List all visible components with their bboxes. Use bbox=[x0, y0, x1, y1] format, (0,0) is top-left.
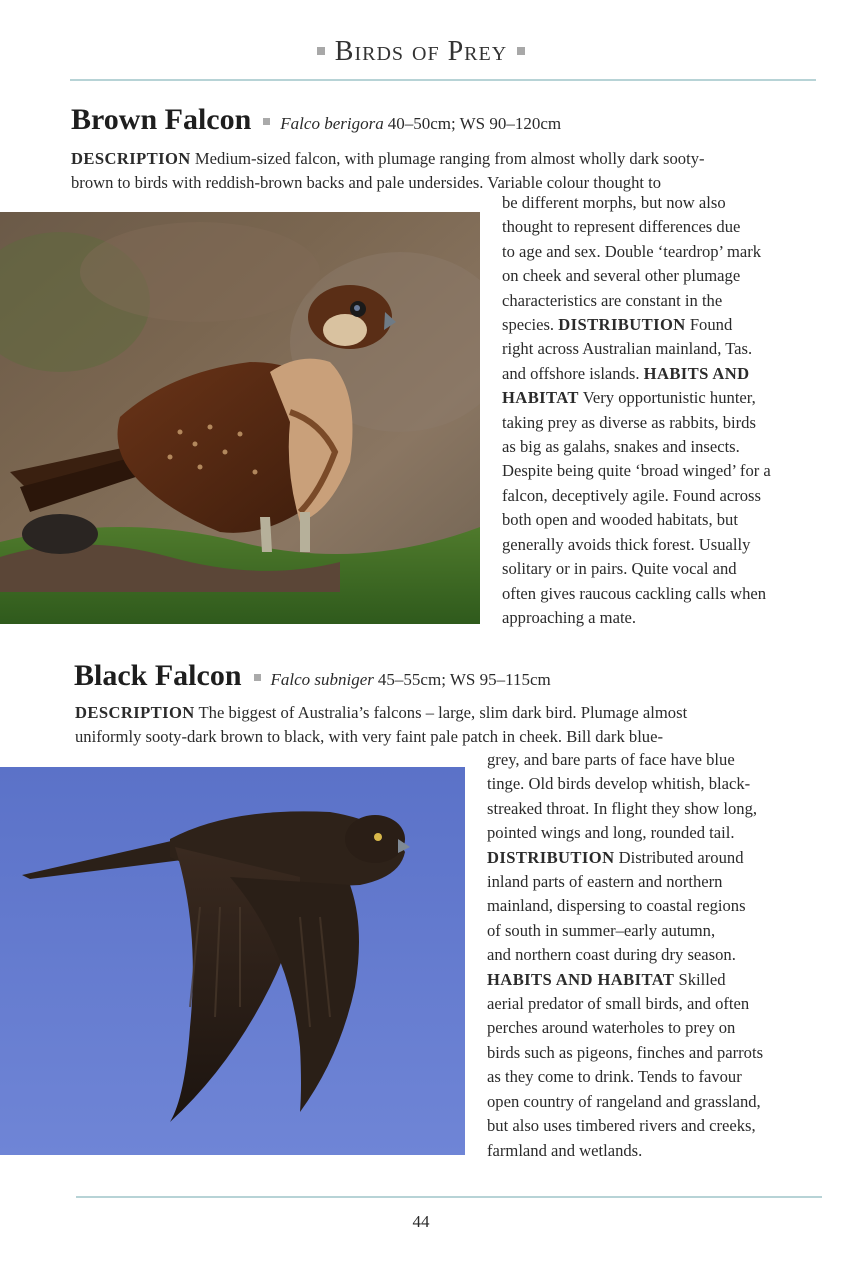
description-text: The biggest of Australia’s falcons – large, slim dark bird. Plumage almost bbox=[194, 703, 688, 722]
measurements: 40–50cm; WS 90–120cm bbox=[387, 114, 562, 133]
column-text: Very opportunistic hunter, bbox=[578, 388, 756, 408]
column-line: right across Australian mainland, Tas. bbox=[502, 339, 753, 359]
distribution-label: DISTRIBUTION bbox=[487, 847, 615, 867]
page-header bbox=[0, 36, 842, 68]
column-line bbox=[487, 968, 832, 992]
column-text: species. bbox=[502, 315, 559, 335]
column-line: perches around waterholes to prey on bbox=[487, 1018, 736, 1038]
brown-falcon-photo bbox=[0, 212, 480, 624]
column-line: farmland and wetlands. bbox=[487, 1140, 643, 1160]
column-line: inland parts of eastern and northern bbox=[487, 872, 723, 892]
column-line: characteristics are constant in the bbox=[502, 290, 723, 310]
column-line: taking prey as diverse as rabbits, birds bbox=[502, 412, 756, 432]
column-line: Despite being quite ‘broad winged’ for a bbox=[502, 461, 771, 481]
species-name: Brown Falcon bbox=[71, 103, 252, 136]
column-line: birds such as pigeons, finches and parrots bbox=[487, 1042, 764, 1062]
column-line: grey, and bare parts of face have blue bbox=[487, 750, 735, 769]
column-line: as they come to drink. Tends to favour bbox=[487, 1067, 742, 1087]
page-number: 44 bbox=[412, 1212, 430, 1231]
header-square-right bbox=[517, 47, 525, 55]
footer-rule bbox=[76, 1196, 822, 1198]
column-line: but also uses timbered rivers and creeks, bbox=[487, 1116, 756, 1136]
column-line: mainland, dispersing to coastal regions bbox=[487, 896, 746, 916]
description-line bbox=[71, 147, 831, 171]
column-line: open country of rangeland and grassland, bbox=[487, 1091, 761, 1111]
column-line: pointed wings and long, rounded tail. bbox=[487, 823, 735, 843]
scientific-name: Falco berigora bbox=[280, 114, 384, 133]
description-label: DESCRIPTION bbox=[75, 703, 195, 722]
brown-falcon-column bbox=[502, 191, 832, 630]
scientific-name: Falco subniger bbox=[270, 670, 374, 689]
column-line: generally avoids thick forest. Usually bbox=[502, 534, 751, 554]
column-line: thought to represent differences due bbox=[502, 217, 741, 237]
column-line: on cheek and several other plumage bbox=[502, 266, 741, 286]
heading-square bbox=[254, 674, 261, 681]
description-line: uniformly sooty-dark brown to black, with very faint pale patch in cheek. Bill dark blue- bbox=[75, 727, 663, 747]
black-falcon-column bbox=[487, 748, 832, 1163]
column-line: often gives raucous cackling calls when bbox=[502, 583, 767, 603]
species-name: Black Falcon bbox=[74, 659, 242, 692]
brown-falcon-image bbox=[0, 212, 480, 624]
column-line: both open and wooded habitats, but bbox=[502, 510, 738, 530]
habits-label: HABITS AND HABITAT bbox=[487, 969, 675, 989]
column-text: and offshore islands. bbox=[502, 363, 644, 383]
description-line bbox=[75, 701, 835, 725]
column-line: streaked throat. In flight they show long, bbox=[487, 798, 758, 818]
header-square-left bbox=[317, 47, 325, 55]
column-line bbox=[502, 362, 832, 386]
column-line bbox=[502, 313, 832, 337]
column-line: and northern coast during dry season. bbox=[487, 945, 736, 965]
column-line bbox=[487, 846, 832, 870]
heading-square bbox=[263, 118, 270, 125]
description-text: Medium-sized falcon, with plumage ranging from almost wholly dark sooty- bbox=[190, 149, 705, 168]
column-line: of south in summer–early autumn, bbox=[487, 920, 716, 940]
section-title: Birds of Prey bbox=[334, 36, 508, 67]
column-line: to age and sex. Double ‘teardrop’ mark bbox=[502, 241, 762, 261]
column-line: solitary or in pairs. Quite vocal and bbox=[502, 559, 737, 579]
distribution-label: DISTRIBUTION bbox=[558, 315, 686, 335]
column-line: aerial predator of small birds, and often bbox=[487, 994, 750, 1014]
black-falcon-image bbox=[0, 767, 465, 1155]
black-falcon-description bbox=[75, 701, 835, 750]
column-line: approaching a mate. bbox=[502, 607, 637, 627]
column-text: Distributed around bbox=[614, 847, 744, 867]
column-line: tinge. Old birds develop whitish, black- bbox=[487, 774, 751, 794]
brown-falcon-heading bbox=[71, 103, 561, 137]
habits-label: HABITS AND bbox=[643, 363, 750, 383]
description-label: DESCRIPTION bbox=[71, 149, 191, 168]
description-line: brown to birds with reddish-brown backs and pale undersides. Variable colour thought to bbox=[71, 173, 662, 193]
column-text: Found bbox=[685, 315, 733, 335]
column-text: Skilled bbox=[674, 969, 726, 989]
habits-label: HABITAT bbox=[502, 388, 579, 408]
black-falcon-heading bbox=[74, 659, 551, 693]
column-line: falcon, deceptively agile. Found across bbox=[502, 485, 761, 505]
measurements: 45–55cm; WS 95–115cm bbox=[377, 670, 551, 689]
header-rule bbox=[70, 79, 816, 81]
column-line: be different morphs, but now also bbox=[502, 193, 726, 212]
brown-falcon-description bbox=[71, 147, 831, 196]
black-falcon-photo bbox=[0, 767, 465, 1155]
column-line bbox=[502, 386, 832, 410]
column-line: as big as galahs, snakes and insects. bbox=[502, 437, 740, 457]
